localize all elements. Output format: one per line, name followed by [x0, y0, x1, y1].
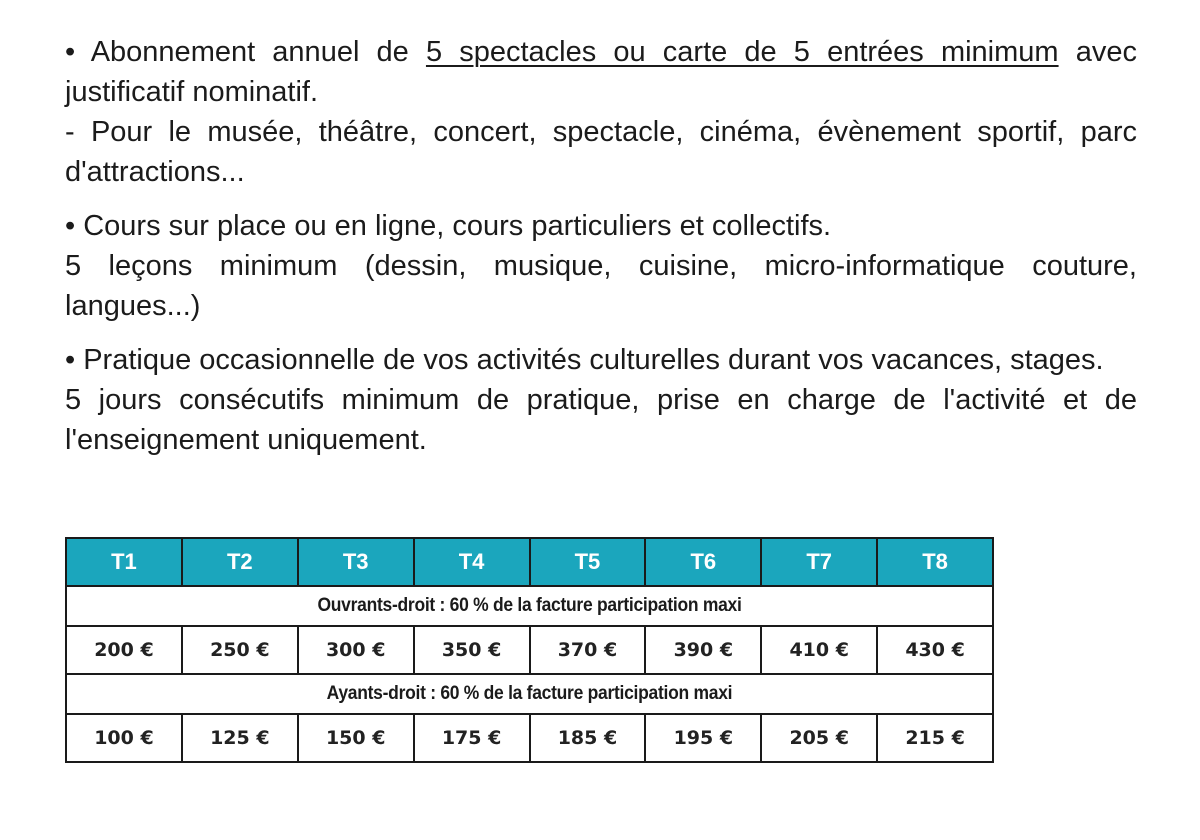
- ouvrants-price-t1: 200 €: [66, 626, 182, 674]
- abonnement-underlined: 5 spectacles ou carte de 5 entrées minimum: [425, 36, 1059, 68]
- cours-line2: 5 leçons minimum (dessin, musique, cuisine, micro-informatique couture, langues...): [65, 250, 1137, 322]
- table-row: [66, 626, 993, 674]
- abonnement-tail: avec justificatif nominatif.: [65, 36, 1137, 108]
- bullet: •: [65, 36, 76, 68]
- paragraph-cours: [65, 206, 1137, 326]
- pratique-line2: 5 jours consécutifs minimum de pratique, prise en charge de l'activité et de l'enseignement uniquement.: [65, 384, 1137, 456]
- header-t5: T5: [530, 538, 646, 586]
- paragraph-abonnement: [65, 32, 1137, 192]
- ayants-price-t6: 195 €: [645, 714, 761, 762]
- section-title-row: [66, 586, 993, 626]
- ouvrants-price-t7: 410 €: [761, 626, 877, 674]
- pratique-line1: Pratique occasionnelle de vos activités culturelles durant vos vacances, stages.: [83, 344, 1104, 376]
- header-t6: T6: [645, 538, 761, 586]
- ouvrants-price-t6: 390 €: [645, 626, 761, 674]
- ayants-price-t4: 175 €: [414, 714, 530, 762]
- table-header-row: [66, 538, 993, 586]
- header-t7: T7: [761, 538, 877, 586]
- ayants-price-t3: 150 €: [298, 714, 414, 762]
- ayants-price-t1: 100 €: [66, 714, 182, 762]
- ayants-droit-title: Ayants-droit : 60 % de la facture participation maxi: [66, 674, 993, 714]
- header-t1: T1: [66, 538, 182, 586]
- ouvrants-price-t5: 370 €: [530, 626, 646, 674]
- text-content: [65, 32, 1137, 460]
- ayants-price-t2: 125 €: [182, 714, 298, 762]
- tariff-table: [65, 537, 994, 763]
- abonnement-intro: Abonnement annuel de: [90, 36, 409, 68]
- bullet: •: [65, 210, 76, 242]
- abonnement-detail: - Pour le musée, théâtre, concert, spectacle, cinéma, évènement sportif, parc d'attractions...: [65, 116, 1137, 188]
- header-t8: T8: [877, 538, 993, 586]
- section-title-row: [66, 674, 993, 714]
- ayants-price-t7: 205 €: [761, 714, 877, 762]
- ouvrants-droit-title: Ouvrants-droit : 60 % de la facture participation maxi: [66, 586, 993, 626]
- ouvrants-price-t3: 300 €: [298, 626, 414, 674]
- table-row: [66, 714, 993, 762]
- paragraph-pratique: [65, 340, 1137, 460]
- header-t4: T4: [414, 538, 530, 586]
- ayants-price-t5: 185 €: [530, 714, 646, 762]
- ayants-price-t8: 215 €: [877, 714, 993, 762]
- header-t2: T2: [182, 538, 298, 586]
- header-t3: T3: [298, 538, 414, 586]
- bullet: •: [65, 344, 76, 376]
- ouvrants-price-t4: 350 €: [414, 626, 530, 674]
- ouvrants-price-t2: 250 €: [182, 626, 298, 674]
- cours-line1: Cours sur place ou en ligne, cours particuliers et collectifs.: [83, 210, 832, 242]
- ouvrants-price-t8: 430 €: [877, 626, 993, 674]
